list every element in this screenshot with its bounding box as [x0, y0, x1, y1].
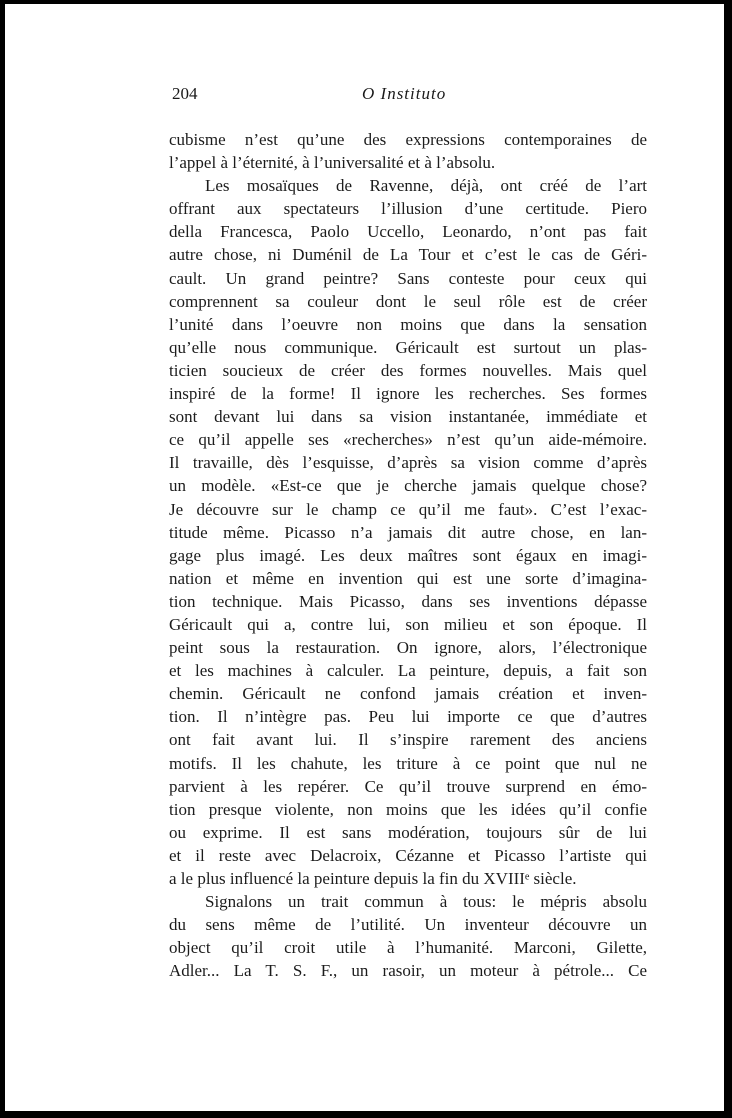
page-header	[172, 84, 646, 108]
text-line: autre chose, ni Duménil de La Tour et c’est le cas de Géri-	[169, 245, 647, 265]
text-line: tion technique. Mais Picasso, dans ses inventions dépasse	[169, 591, 647, 611]
text-line: chemin. Géricault ne confond jamais création et inven-	[169, 684, 647, 704]
text-line: gage plus imagé. Les deux maîtres sont égaux en imagi-	[169, 545, 647, 565]
text-line: cault. Un grand peintre? Sans conteste pour ceux qui	[169, 268, 647, 288]
text-line: et les machines à calculer. La peinture, depuis, a fait son	[169, 661, 647, 681]
text-line: nation et même en invention qui est une sorte d’imagina-	[169, 568, 647, 588]
text-line: du sens même de l’utilité. Un inventeur découvre un	[169, 915, 647, 935]
page-number: 204	[172, 84, 198, 103]
text-line: cubisme n’est qu’une des expressions contemporaines de	[169, 130, 647, 149]
text-line: motifs. Il les chahute, les triture à ce point que nul ne	[169, 753, 647, 773]
text-line: un modèle. «Est-ce que je cherche jamais quelque chose?	[169, 476, 647, 496]
text-line: et il reste avec Delacroix, Cézanne et Picasso l’artiste qui	[169, 845, 647, 865]
text-line: titude même. Picasso n’a jamais dit autre chose, en lan-	[169, 522, 647, 542]
text-line: inspiré de la forme! Il ignore les recherches. Ses formes	[169, 384, 647, 404]
text-line: offrant aux spectateurs l’illusion d’une certitude. Piero	[169, 199, 647, 219]
text-line: parvient à les repérer. Ce qu’il trouve surprend en émo-	[169, 776, 647, 796]
body-text	[169, 128, 647, 982]
text-line: peint sous la restauration. On ignore, alors, l’électronique	[169, 638, 647, 658]
text-line: della Francesca, Paolo Uccello, Leonardo, n’ont pas fait	[169, 222, 647, 242]
text-line: object qu’il croit utile à l’humanité. Marconi, Gilette,	[169, 938, 647, 958]
text-line: Adler... La T. S. F., un rasoir, un moteur à pétrole... Ce	[169, 961, 647, 981]
text-line: Je découvre sur le champ ce qu’il me faut». C’est l’exac-	[169, 499, 647, 519]
text-line: sont devant lui dans sa vision instantanée, immédiate et	[169, 407, 647, 427]
book-page	[5, 4, 724, 1111]
text-line: tion presque violente, non moins que les idées qu’il confie	[169, 799, 647, 819]
text-line: ou exprime. Il est sans modération, toujours sûr de lui	[169, 822, 647, 842]
text-line: Signalons un trait commun à tous: le mépris absolu	[205, 892, 647, 912]
text-line: l’appel à l’éternité, à l’universalité et à l’absolu.	[169, 153, 496, 173]
text-line: ce qu’il appelle ses «recherches» n’est qu’un aide-mémoire.	[169, 430, 647, 450]
text-line: tion. Il n’intègre pas. Peu lui importe ce que d’autres	[169, 707, 647, 727]
text-line: Géricault qui a, contre lui, son milieu et son époque. Il	[169, 614, 647, 634]
text-line: qu’elle nous communique. Géricault est surtout un plas-	[169, 337, 647, 357]
text-line: Il travaille, dès l’esquisse, d’après sa vision comme d’après	[169, 453, 647, 473]
text-line: l’unité dans l’oeuvre non moins que dans la sensation	[169, 314, 647, 334]
text-line: comprennent sa couleur dont le seul rôle est de créer	[169, 291, 647, 311]
text-line: Les mosaïques de Ravenne, déjà, ont créé de l’art	[205, 176, 647, 196]
running-title: O Instituto	[362, 84, 447, 103]
text-line: a le plus influencé la peinture depuis la fin du XVIIIᵉ siècle.	[169, 869, 577, 888]
text-line: ont fait avant lui. Il s’inspire rarement des anciens	[169, 730, 647, 750]
text-line: ticien soucieux de créer des formes nouvelles. Mais quel	[169, 360, 647, 380]
